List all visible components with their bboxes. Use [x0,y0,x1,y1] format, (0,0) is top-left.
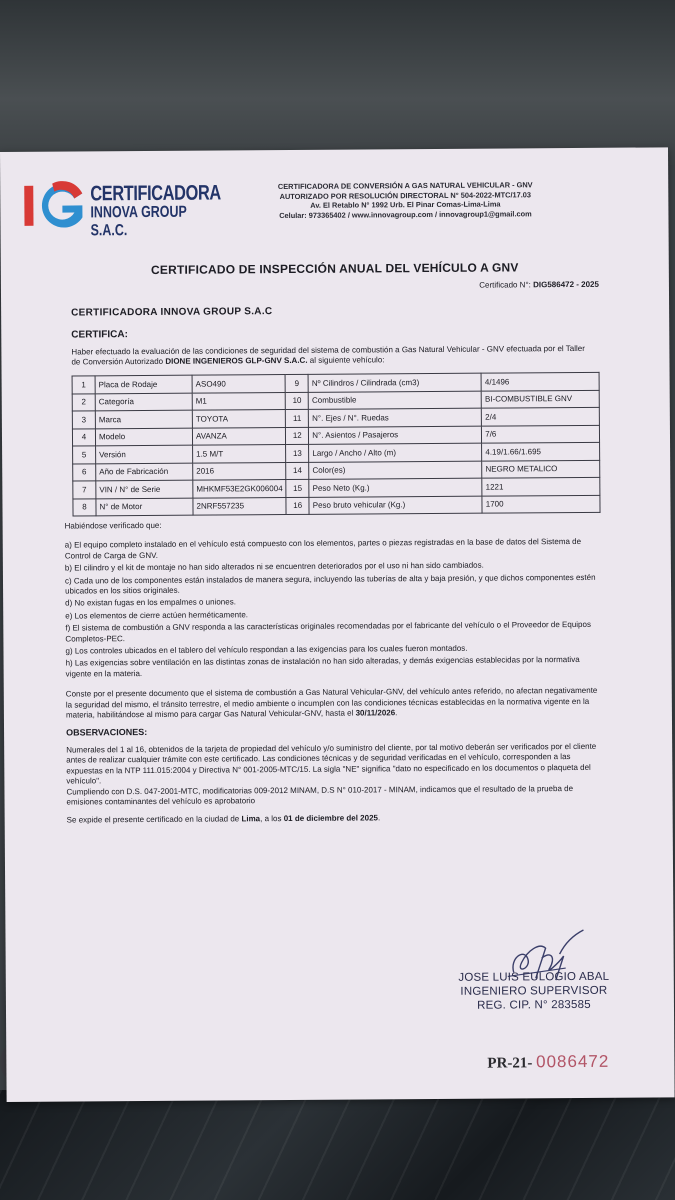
field-value: ASO490 [192,375,285,393]
field-value: AVANZA [192,427,285,445]
logo-line-2: INNOVA GROUP S.A.C. [90,203,187,240]
row-number: 2 [72,393,95,411]
field-value: MHKMF53E2GK006004 [193,480,286,498]
field-value: 1221 [482,477,600,495]
row-number: 6 [73,463,96,481]
row-number: 1 [72,376,95,394]
document-title: CERTIFICADO DE INSPECCIÓN ANUAL DEL VEHÍCULO A GNV [150,260,519,277]
company-logo [22,179,221,240]
issued-statement: Se expide el presente certificado en la ciudad de Lima, a los 01 de diciembre del 2025. [66,813,381,825]
field-label: Placa de Rodaje [95,375,192,393]
row-number: 7 [73,481,96,499]
field-value: 7/6 [482,425,600,443]
vehicle-data-table [72,372,601,517]
header-line-1: CERTIFICADORA DE CONVERSIÓN A GAS NATURAL VEHICULAR - GNV [277,180,533,192]
row-number: 16 [286,497,309,515]
field-label: N°. Ejes / N°. Ruedas [309,408,482,427]
field-label: Peso Neto (Kg.) [309,478,482,497]
field-label: N° de Motor [96,498,193,516]
conste-paragraph: Conste por el presente documento que el sistema de combustión a Gas Natural Vehicular-GNV, del vehículo antes referido, no afectan negativamente la seguridad del mismo, el tránsito terrestre, el medio ambiente o incumplen con las condiciones técnicas establecidas en la normativa vigente en la materia, habilitándose al mismo para cargar Gas Natural Vehicular-GNV, hasta el 30/11/2026. [65,686,598,720]
logo-wordmark [90,182,258,240]
field-value: 1.5 M/T [193,445,286,463]
certificate-number-label: Certificado N°: [479,280,531,290]
field-label: Año de Fabricación [96,463,193,481]
field-label: Color(es) [309,461,482,480]
field-value: BI-COMBUSTIBLE GNV [481,390,599,408]
workshop-name: DIONE INGENIEROS GLP-GNV S.A.C. [165,355,308,366]
field-label: Nº Cilindros / Cilindrada (cm3) [308,373,481,392]
conste-text: Conste por el presente documento que el sistema de combustión a Gas Natural Vehicular-GNV, del vehículo antes referido, no afectan negativamente la seguridad del mismo, el tránsito terrestre, el medio ambiente o incumplen con las condiciones técnicas establecidas en la normativa vigente en la materia, habilitándose al mismo para cargar Gas Natural Vehicular-GNV, hasta el [65,686,598,720]
field-label: Peso bruto vehicular (Kg.) [309,496,482,515]
certificate-number [479,280,599,290]
field-label: Combustible [308,391,481,410]
row-number: 10 [285,392,308,410]
field-value: 2016 [193,462,286,480]
list-item: f) El sistema de combustión a GNV responda a las características originales recomendadas por el fabricante del vehículo o el Proveedor de Equipos Completos-PEC. [65,620,591,644]
row-number: 9 [285,374,308,392]
observacion-1: Numerales del 1 al 16, obtenidos de la tarjeta de propiedad del vehículo y/o suministro del cliente, por tal motivo deberán ser verificados por el cliente antes de realizar cualquier trámite con este certificado. Las condiciones técnicas y de seguridad verificadas en el vehículo, corresponden a las expuestas en la NTP 111.015:2004 y Directiva N° 001-2005-MTC/15. La sigla "NE" significa "dato no especificado en los documentos o plaqueta del vehículo". [66,741,597,786]
serial-value: 0086472 [536,1051,610,1072]
table-row [73,495,600,516]
list-item: g) Los controles ubicados en el tablero del vehículo respondan a las exigencias para los cuales fueron montados. [65,643,468,656]
row-number: 11 [286,409,309,427]
header-line-4: Celular: 973365402 / www.innovagroup.com / innovagroup1@gmail.com [279,209,532,220]
certificate-body [65,518,607,827]
valid-until-date: 30/11/2026 [355,708,396,718]
certificate-number-value: DIG586472 - 2025 [533,279,599,290]
field-label: VIN / N° de Serie [96,480,193,498]
certificate-document [0,147,675,1102]
ig-logo-mark-icon [22,179,88,231]
certifica-heading: CERTIFICA: [71,329,128,341]
row-number: 5 [73,446,96,464]
background-marble-surface [0,1090,675,1200]
logo-line-1: CERTIFICADORA [90,181,221,206]
field-label: Categoría [95,393,192,411]
issued-date: 01 de diciembre del 2025 [283,813,379,824]
list-item: h) Las exigencias sobre ventilación en las distintas zonas de instalación no han sido alteradas, y demás exigencias establecidas por la normativa vigente en la materia. [65,655,580,679]
field-label: Modelo [95,428,192,446]
list-item: d) No existan fugas en los empalmes o uniones. [65,597,236,608]
header-line-2: AUTORIZADO POR RESOLUCIÓN DIRECTORAL N° 504-2022-MTC/17.03 [279,189,532,201]
list-item: c) Cada uno de los componentes están instalados de manera segura, incluyendo las tuberías de alta y baja presión, y que dichos componentes estén ubicados en los sitios originales. [64,572,596,596]
field-label: Marca [95,410,192,428]
field-value: M1 [192,392,285,410]
company-name: CERTIFICADORA INNOVA GROUP S.A.C [71,306,273,319]
signatory-stamp [454,970,614,1013]
background-top [0,0,675,165]
list-item: a) El equipo completo instalado en el vehículo está compuesto con los elementos, partes o piezas registradas en la base de datos del Sistema de Control de Carga de GNV. [64,537,582,561]
serial-number [487,1052,609,1073]
row-number: 8 [73,498,96,516]
field-label: Versión [96,445,193,463]
verified-intro: Habiéndose verificado que: [64,520,162,531]
field-value: NEGRO METALICO [482,460,600,478]
field-label: Largo / Ancho / Alto (m) [309,443,482,462]
observacion-2: Cumpliendo con D.S. 047-2001-MTC, modificatorias 009-2012 MINAM, D.S N° 010-2017 - MINAM, indicamos que el resultado de la prueba de emisiones contaminantes del vehículo es aprobatorio [66,783,574,807]
field-value: 1700 [482,495,600,513]
serial-prefix: PR-21- [487,1055,533,1072]
issued-city: Lima [241,814,261,824]
field-label: N°. Asientos / Pasajeros [309,426,482,445]
field-value: 2NRF557235 [193,497,286,515]
field-value: 4.19/1.66/1.695 [482,442,600,460]
header-line-3: Av. El Retablo N° 1992 Urb. El Pinar Comas-Lima-Lima [310,199,501,211]
row-number: 15 [286,479,309,497]
intro-text-2: al siguiente vehículo: [307,355,385,365]
intro-text-1: Haber efectuado la evaluación de las condiciones de seguridad del sistema de combustión a Gas Natural Vehicular - GNV efectuada por el Taller de Conversión Autorizado [71,343,585,367]
intro-paragraph [71,344,591,368]
field-value: TOYOTA [192,410,285,428]
signatory-role: INGENIERO SUPERVISOR [460,984,608,998]
header-info [240,180,570,221]
row-number: 12 [286,427,309,445]
field-value: 2/4 [482,407,600,425]
row-number: 14 [286,462,309,480]
list-item: b) El cilindro y el kit de montaje no han sido alterados ni se encuentren deteriorados por el uso ni han sido cambiados. [64,560,484,573]
list-item: e) Los elementos de cierre actúen herméticamente. [65,610,249,621]
signatory-name: JOSE LUIS EULOGIO ABAL [458,970,610,984]
row-number: 4 [72,428,95,446]
row-number: 3 [72,411,95,429]
field-value: 4/1496 [481,372,599,390]
observaciones-heading: OBSERVACIONES: [66,726,148,738]
row-number: 13 [286,444,309,462]
signatory-registration: REG. CIP. N° 283585 [477,998,591,1012]
conditions-list [65,537,606,680]
